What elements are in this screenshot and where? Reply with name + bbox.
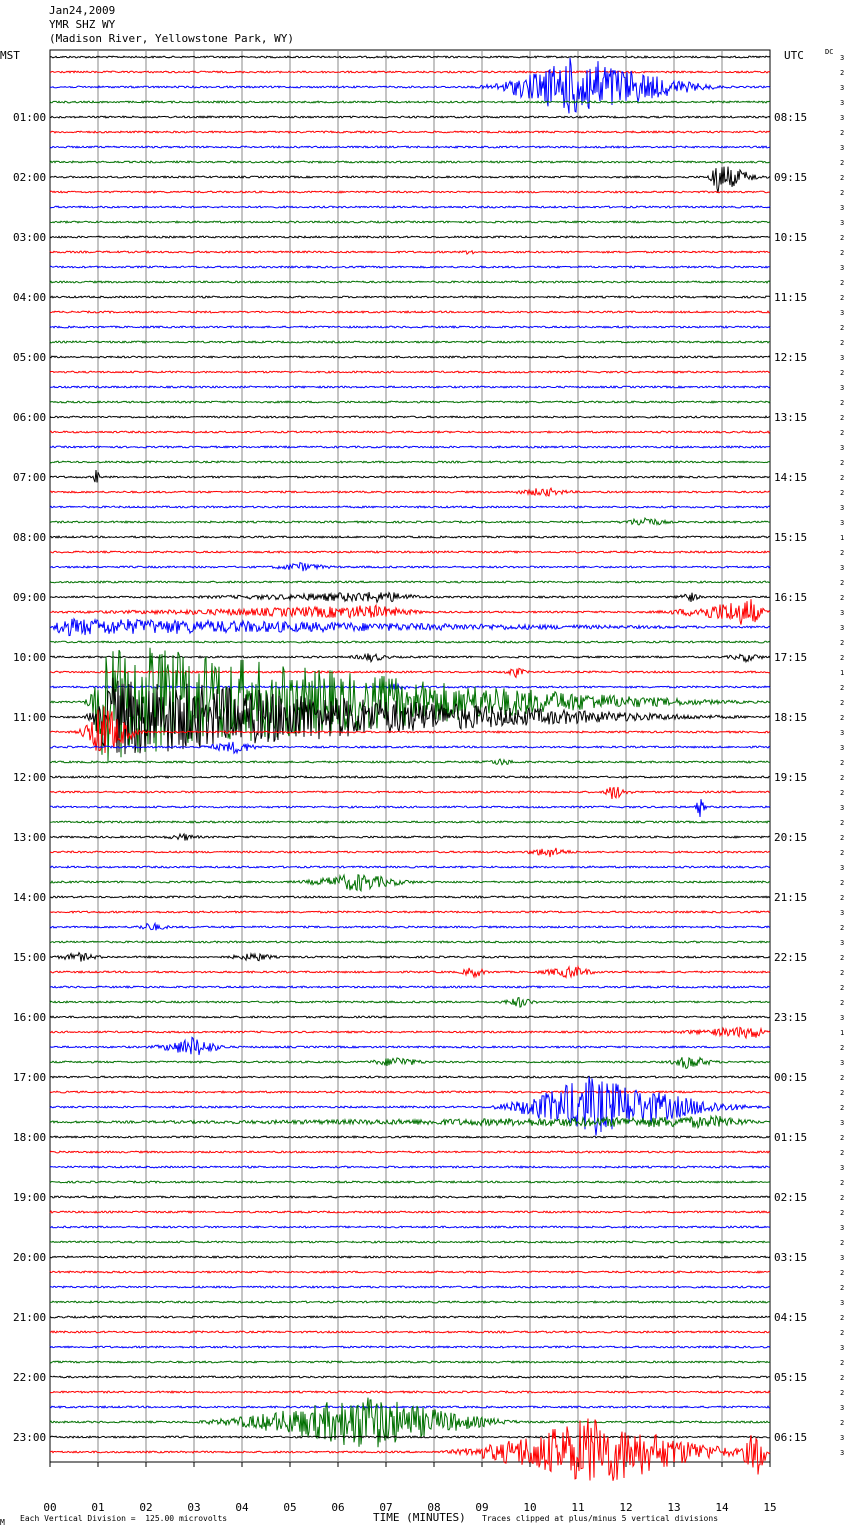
dc-value: 2 xyxy=(840,1044,845,1052)
seismic-trace xyxy=(50,581,770,583)
seismic-trace xyxy=(50,470,770,482)
dc-value: 3 xyxy=(840,519,845,527)
mst-hour-label: 03:00 xyxy=(13,231,47,244)
mst-hour-label: 15:00 xyxy=(13,951,47,964)
dc-value: 3 xyxy=(840,864,845,872)
dc-value: 2 xyxy=(840,459,845,467)
dc-value: 1 xyxy=(840,669,845,677)
seismic-trace xyxy=(50,431,770,433)
mst-hour-label: 01:00 xyxy=(13,111,47,124)
seismic-trace xyxy=(50,563,770,572)
seismic-trace xyxy=(50,998,770,1008)
dc-value: 2 xyxy=(840,1389,845,1397)
dc-value: 1 xyxy=(840,534,845,542)
seismic-trace xyxy=(50,356,770,358)
seismic-trace xyxy=(50,799,770,817)
dc-value: 2 xyxy=(840,1284,845,1292)
mst-hour-label: 09:00 xyxy=(13,591,47,604)
dc-value: 3 xyxy=(840,1434,845,1442)
dc-value: 2 xyxy=(840,339,845,347)
utc-hour-label: 00:15 xyxy=(774,1071,808,1084)
utc-hour-label: 05:15 xyxy=(774,1371,808,1384)
dc-value: 3 xyxy=(840,264,845,272)
seismic-trace xyxy=(50,461,770,463)
seismic-trace xyxy=(50,506,770,508)
mst-hour-label: 06:00 xyxy=(13,411,47,424)
dc-value: 2 xyxy=(840,189,845,197)
seismic-trace xyxy=(50,167,770,193)
dc-value: 1 xyxy=(840,1029,845,1037)
scale-note: Each Vertical Division = 125.00 microvolts xyxy=(20,1514,228,1523)
seismic-trace xyxy=(50,1091,770,1093)
mst-hour-label: 18:00 xyxy=(13,1131,47,1144)
mst-hour-label: 21:00 xyxy=(13,1311,47,1324)
x-tick-label: 02 xyxy=(139,1501,153,1514)
x-tick-label: 12 xyxy=(619,1501,633,1514)
dc-value: 2 xyxy=(840,1359,845,1367)
seismic-trace xyxy=(50,311,770,313)
dc-value: 2 xyxy=(840,234,845,242)
dc-value: 2 xyxy=(840,924,845,932)
mst-hour-label: 20:00 xyxy=(13,1251,47,1264)
seismic-trace xyxy=(50,834,770,841)
station-location: (Madison River, Yellowstone Park, WY) xyxy=(49,32,295,45)
mst-hour-label: 16:00 xyxy=(13,1011,47,1024)
dc-value: 2 xyxy=(840,159,845,167)
dc-value: 3 xyxy=(840,609,845,617)
dc-value: 2 xyxy=(840,1269,845,1277)
seismic-trace xyxy=(50,896,770,898)
dc-value: 2 xyxy=(840,369,845,377)
seismic-trace xyxy=(50,866,770,868)
dc-value: 2 xyxy=(840,699,845,707)
seismic-trace xyxy=(50,1256,770,1258)
x-tick-label: 13 xyxy=(667,1501,681,1514)
seismic-trace xyxy=(50,116,770,118)
corner-mark: M xyxy=(0,1518,5,1527)
x-tick-label: 07 xyxy=(379,1501,393,1514)
seismic-trace xyxy=(50,1398,770,1448)
dc-value: 3 xyxy=(840,1404,845,1412)
utc-hour-label: 13:15 xyxy=(774,411,808,424)
dc-value: 2 xyxy=(840,399,845,407)
x-tick-label: 01 xyxy=(91,1501,105,1514)
seismic-trace xyxy=(50,953,770,962)
dc-value: 2 xyxy=(840,849,845,857)
dc-value: 2 xyxy=(840,1179,845,1187)
dc-value: 2 xyxy=(840,714,845,722)
dc-value: 3 xyxy=(840,1224,845,1232)
seismic-trace xyxy=(50,759,770,765)
seismic-trace xyxy=(50,236,770,238)
dc-value: 3 xyxy=(840,444,845,452)
dc-value: 2 xyxy=(840,639,845,647)
seismic-trace xyxy=(50,191,770,193)
utc-hour-label: 16:15 xyxy=(774,591,808,604)
dc-value: 3 xyxy=(840,1059,845,1067)
dc-value: 3 xyxy=(840,624,845,632)
x-tick-label: 09 xyxy=(475,1501,489,1514)
seismic-trace xyxy=(50,1211,770,1213)
seismic-trace xyxy=(50,58,770,114)
mst-hour-label: 23:00 xyxy=(13,1431,47,1444)
seismic-trace xyxy=(50,1057,770,1068)
dc-value: 3 xyxy=(840,219,845,227)
x-tick-label: 03 xyxy=(187,1501,201,1514)
seismic-trace xyxy=(50,1226,770,1228)
seismic-trace xyxy=(50,1136,770,1138)
seismic-trace xyxy=(50,967,770,978)
seismic-trace xyxy=(50,1016,770,1018)
seismic-trace xyxy=(50,161,770,163)
dc-value: 3 xyxy=(840,114,845,122)
seismic-trace xyxy=(50,1181,770,1183)
seismic-trace xyxy=(50,654,770,662)
seismic-trace xyxy=(50,341,770,343)
plot-frame xyxy=(50,50,770,1462)
dc-value: 3 xyxy=(840,729,845,737)
seismic-trace xyxy=(50,488,770,496)
dc-value: 2 xyxy=(840,1074,845,1082)
left-timezone-label: MST xyxy=(0,49,20,62)
utc-hour-label: 15:15 xyxy=(774,531,808,544)
seismic-trace xyxy=(50,371,770,373)
mst-hour-label: 10:00 xyxy=(13,651,47,664)
dc-value: 2 xyxy=(840,549,845,557)
seismic-trace xyxy=(50,1406,770,1408)
dc-value: 2 xyxy=(840,1089,845,1097)
seismic-trace xyxy=(50,446,770,448)
dc-value: 3 xyxy=(840,309,845,317)
x-tick-label: 11 xyxy=(571,1501,585,1514)
mst-hour-label: 19:00 xyxy=(13,1191,47,1204)
dc-value: 2 xyxy=(840,819,845,827)
seismic-trace xyxy=(50,1331,770,1333)
utc-hour-label: 14:15 xyxy=(774,471,808,484)
dc-value: 2 xyxy=(840,594,845,602)
dc-value: 2 xyxy=(840,1329,845,1337)
dc-value: 3 xyxy=(840,1014,845,1022)
seismic-trace xyxy=(50,821,770,823)
seismic-trace xyxy=(50,1241,770,1243)
seismic-trace xyxy=(50,1037,770,1055)
mst-hour-label: 22:00 xyxy=(13,1371,47,1384)
utc-hour-label: 17:15 xyxy=(774,651,808,664)
seismic-trace xyxy=(50,1076,770,1078)
dc-value: 3 xyxy=(840,504,845,512)
dc-value: 2 xyxy=(840,834,845,842)
x-tick-label: 08 xyxy=(427,1501,441,1514)
dc-value: 2 xyxy=(840,894,845,902)
seismic-trace xyxy=(50,641,770,643)
seismic-trace xyxy=(50,146,770,148)
dc-value: 2 xyxy=(840,579,845,587)
dc-value: 2 xyxy=(840,759,845,767)
utc-hour-label: 10:15 xyxy=(774,231,808,244)
seismic-trace xyxy=(50,599,770,625)
dc-value: 2 xyxy=(840,999,845,1007)
dc-value: 2 xyxy=(840,414,845,422)
seismic-trace xyxy=(50,1116,770,1128)
dc-value: 3 xyxy=(840,939,845,947)
dc-value: 2 xyxy=(840,774,845,782)
seismic-trace xyxy=(50,296,770,298)
utc-hour-label: 08:15 xyxy=(774,111,808,124)
mst-hour-label: 04:00 xyxy=(13,291,47,304)
mst-hour-label: 13:00 xyxy=(13,831,47,844)
utc-hour-label: 20:15 xyxy=(774,831,808,844)
seismic-trace xyxy=(50,911,770,913)
seismic-trace xyxy=(50,56,770,58)
dc-value: 3 xyxy=(840,204,845,212)
seismic-trace xyxy=(50,742,770,753)
dc-value: 2 xyxy=(840,249,845,257)
dc-value: 3 xyxy=(840,1449,845,1457)
seismic-trace xyxy=(50,787,770,799)
mst-hour-label: 05:00 xyxy=(13,351,47,364)
utc-hour-label: 03:15 xyxy=(774,1251,808,1264)
dc-value: 3 xyxy=(840,54,845,62)
seismic-trace xyxy=(50,941,770,943)
clip-note: Traces clipped at plus/minus 5 vertical divisions xyxy=(482,1514,719,1523)
dc-value: 2 xyxy=(840,1209,845,1217)
utc-hour-label: 09:15 xyxy=(774,171,808,184)
seismic-trace xyxy=(50,1316,770,1318)
dc-value: 3 xyxy=(840,909,845,917)
seismic-trace xyxy=(50,1436,770,1438)
dc-value: 2 xyxy=(840,879,845,887)
mst-hour-label: 12:00 xyxy=(13,771,47,784)
station-code: YMR SHZ WY xyxy=(49,18,116,31)
dc-value: 2 xyxy=(840,1239,845,1247)
seismic-trace xyxy=(50,923,770,930)
mst-hour-label: 08:00 xyxy=(13,531,47,544)
utc-hour-label: 19:15 xyxy=(774,771,808,784)
dc-value: 3 xyxy=(840,1299,845,1307)
dc-value: 3 xyxy=(840,354,845,362)
mst-hour-label: 02:00 xyxy=(13,171,47,184)
utc-hour-label: 11:15 xyxy=(774,291,808,304)
dc-value: 2 xyxy=(840,1194,845,1202)
x-tick-label: 00 xyxy=(43,1501,57,1514)
seismic-trace xyxy=(50,1346,770,1348)
dc-value: 2 xyxy=(840,969,845,977)
dc-value: 3 xyxy=(840,744,845,752)
seismic-trace xyxy=(50,518,770,525)
dc-value: 2 xyxy=(840,1104,845,1112)
seismic-trace xyxy=(50,71,770,73)
seismic-trace xyxy=(50,1027,770,1038)
seismic-trace xyxy=(50,1196,770,1198)
seismic-trace xyxy=(50,619,770,636)
seismic-trace xyxy=(50,221,770,223)
dc-value: 2 xyxy=(840,984,845,992)
utc-hour-label: 23:15 xyxy=(774,1011,808,1024)
seismic-trace xyxy=(50,416,770,418)
seismic-trace xyxy=(50,131,770,133)
mst-hour-label: 17:00 xyxy=(13,1071,47,1084)
seismic-trace xyxy=(50,1301,770,1303)
right-timezone-label: UTC xyxy=(784,49,804,62)
x-tick-label: 15 xyxy=(763,1501,777,1514)
seismic-trace xyxy=(50,1376,770,1378)
utc-hour-label: 04:15 xyxy=(774,1311,808,1324)
dc-value: 2 xyxy=(840,474,845,482)
seismic-trace xyxy=(50,875,770,891)
utc-hour-label: 22:15 xyxy=(774,951,808,964)
dc-value: 2 xyxy=(840,279,845,287)
dc-value: 2 xyxy=(840,1419,845,1427)
mst-hour-label: 11:00 xyxy=(13,711,47,724)
dc-value: 3 xyxy=(840,804,845,812)
dc-value: 2 xyxy=(840,684,845,692)
seismic-trace xyxy=(50,251,770,254)
dc-value: 2 xyxy=(840,294,845,302)
dc-label: DC xyxy=(825,48,834,56)
dc-value: 2 xyxy=(840,324,845,332)
seismic-trace xyxy=(50,101,770,103)
x-tick-label: 14 xyxy=(715,1501,729,1514)
mst-hour-label: 07:00 xyxy=(13,471,47,484)
seismic-trace xyxy=(50,1361,770,1363)
seismic-trace xyxy=(50,326,770,328)
seismic-trace xyxy=(50,1077,770,1136)
dc-value: 3 xyxy=(840,1344,845,1352)
dc-value: 2 xyxy=(840,429,845,437)
utc-hour-label: 02:15 xyxy=(774,1191,808,1204)
dc-value: 3 xyxy=(840,564,845,572)
seismic-trace xyxy=(50,1271,770,1273)
seismic-trace xyxy=(50,648,770,762)
seismic-trace xyxy=(50,1286,770,1288)
dc-value: 2 xyxy=(840,1134,845,1142)
dc-value: 3 xyxy=(840,1164,845,1172)
utc-hour-label: 06:15 xyxy=(774,1431,808,1444)
utc-hour-label: 21:15 xyxy=(774,891,808,904)
dc-value: 3 xyxy=(840,99,845,107)
dc-value: 3 xyxy=(840,384,845,392)
seismic-trace xyxy=(50,776,770,778)
dc-value: 3 xyxy=(840,1119,845,1127)
utc-hour-label: 18:15 xyxy=(774,711,808,724)
seismic-trace xyxy=(50,551,770,553)
seismic-trace xyxy=(50,848,770,857)
seismic-trace xyxy=(50,536,770,538)
seismic-trace xyxy=(50,986,770,988)
utc-hour-label: 12:15 xyxy=(774,351,808,364)
x-axis-title: TIME (MINUTES) xyxy=(373,1511,466,1524)
dc-value: 2 xyxy=(840,1374,845,1382)
dc-value: 3 xyxy=(840,84,845,92)
x-tick-label: 06 xyxy=(331,1501,345,1514)
dc-value: 2 xyxy=(840,789,845,797)
x-tick-label: 10 xyxy=(523,1501,537,1514)
seismic-trace xyxy=(50,1166,770,1168)
dc-value: 2 xyxy=(840,1149,845,1157)
dc-value: 2 xyxy=(840,129,845,137)
seismic-trace xyxy=(50,281,770,283)
mst-hour-label: 14:00 xyxy=(13,891,47,904)
dc-value: 2 xyxy=(840,654,845,662)
dc-value: 2 xyxy=(840,954,845,962)
x-tick-label: 04 xyxy=(235,1501,249,1514)
dc-value: 3 xyxy=(840,144,845,152)
plot-date: Jan24,2009 xyxy=(49,4,116,17)
seismic-trace xyxy=(50,1151,770,1153)
seismic-trace xyxy=(50,592,770,602)
dc-value: 2 xyxy=(840,489,845,497)
dc-value: 2 xyxy=(840,69,845,77)
dc-value: 2 xyxy=(840,1314,845,1322)
x-tick-label: 05 xyxy=(283,1501,297,1514)
utc-hour-label: 01:15 xyxy=(774,1131,808,1144)
dc-value: 3 xyxy=(840,1254,845,1262)
seismic-trace xyxy=(50,266,770,268)
seismic-trace xyxy=(50,401,770,403)
dc-value: 2 xyxy=(840,174,845,182)
seismic-trace xyxy=(50,1391,770,1393)
seismic-trace xyxy=(50,206,770,208)
seismic-trace xyxy=(50,386,770,388)
